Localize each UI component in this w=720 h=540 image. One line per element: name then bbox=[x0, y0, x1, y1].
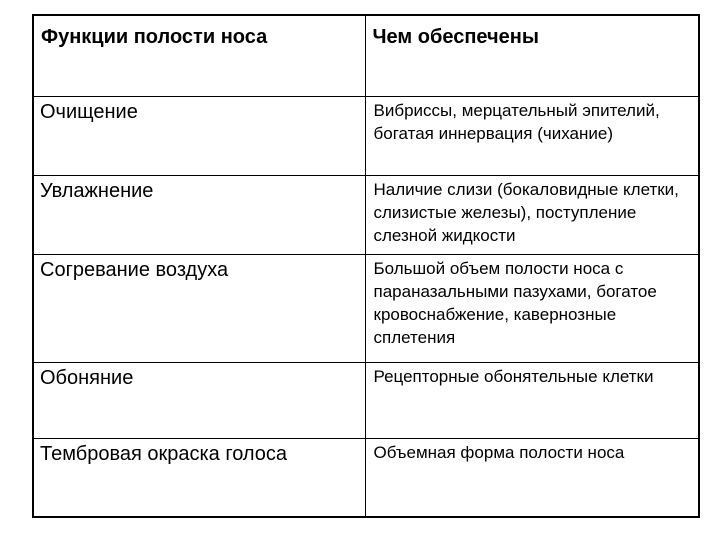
table-row bbox=[33, 362, 699, 438]
function-cell bbox=[33, 438, 365, 517]
function-label: Согревание воздуха bbox=[40, 258, 229, 281]
means-text: Вибриссы, мерцательный эпителий, богатая иннервация (чихание) bbox=[373, 100, 660, 143]
nasal-functions-table bbox=[32, 14, 700, 518]
function-label: Очищение bbox=[40, 100, 138, 123]
function-cell bbox=[33, 175, 365, 254]
function-cell bbox=[33, 254, 365, 362]
means-text: Рецепторные обонятельные клетки bbox=[373, 366, 654, 386]
means-cell bbox=[365, 362, 699, 438]
function-label: Увлажнение bbox=[40, 179, 154, 202]
header-cell-functions bbox=[33, 15, 365, 96]
means-text: Наличие слизи (бокаловидные клетки, слизистые железы), поступление слезной жидкости bbox=[373, 179, 679, 245]
means-cell bbox=[365, 254, 699, 362]
table-row bbox=[33, 96, 699, 175]
means-text: Объемная форма полости носа bbox=[373, 442, 625, 462]
means-cell bbox=[365, 438, 699, 517]
means-text: Большой объем полости носа с параназальными пазухами, богатое кровоснабжение, кавернозные сплетения bbox=[373, 258, 657, 347]
function-label: Тембровая окраска голоса bbox=[40, 442, 288, 465]
means-cell bbox=[365, 175, 699, 254]
means-cell bbox=[365, 96, 699, 175]
table-header-row bbox=[33, 15, 699, 96]
function-label: Обоняние bbox=[40, 366, 134, 389]
function-cell bbox=[33, 96, 365, 175]
header-functions-label: Функции полости носа bbox=[41, 26, 268, 48]
table-row bbox=[33, 438, 699, 517]
function-cell bbox=[33, 362, 365, 438]
table-row bbox=[33, 175, 699, 254]
header-means-label: Чем обеспечены bbox=[372, 26, 539, 48]
table-row bbox=[33, 254, 699, 362]
header-cell-means bbox=[365, 15, 699, 96]
